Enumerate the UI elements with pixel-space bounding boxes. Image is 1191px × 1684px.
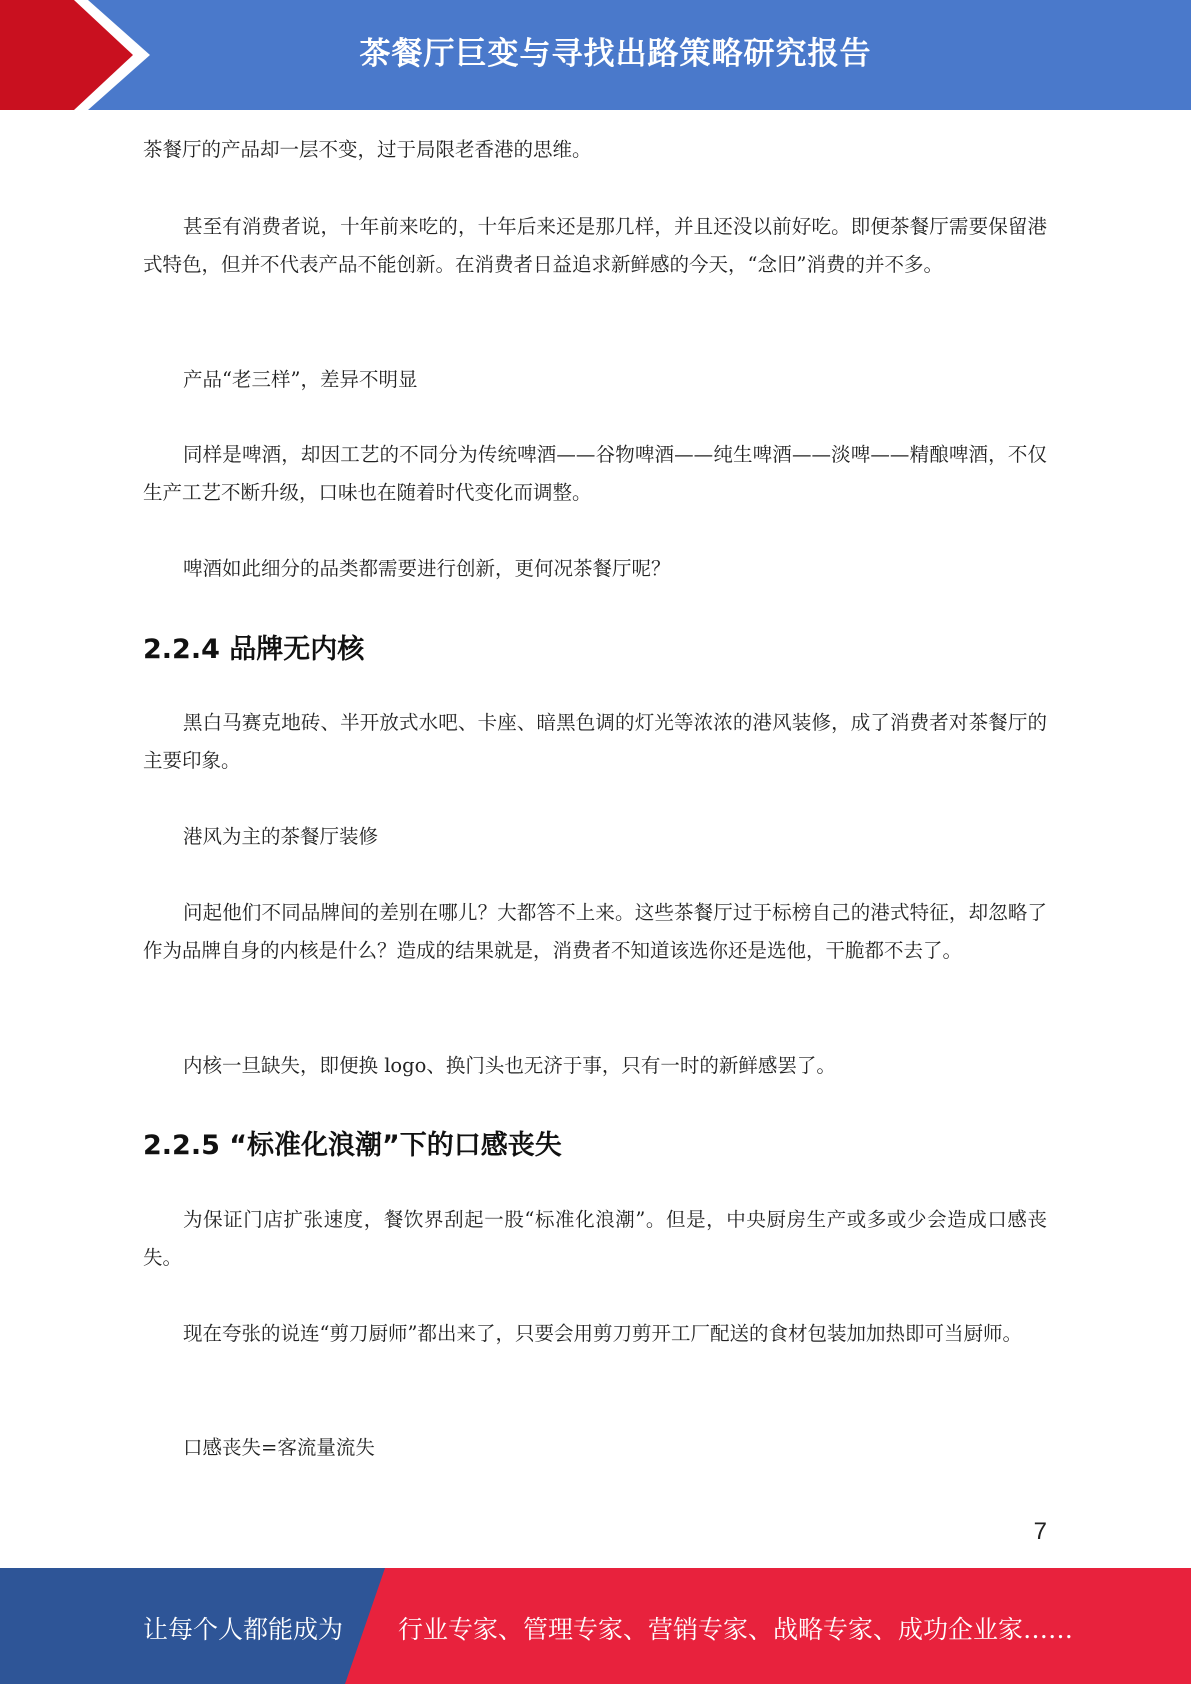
paragraph: 问起他们不同品牌间的差别在哪儿？大都答不上来。这些茶餐厅过于标榜自己的港式特征，却忽略了作为品牌自身的内核是什么？造成的结果就是，消费者不知道该选你还是选他，干脆都不去了。: [143, 901, 1047, 962]
page-number: 7: [1033, 1518, 1047, 1545]
paragraph: 产品“老三样”，差异不明显: [183, 368, 418, 391]
paragraph: 茶餐厅的产品却一层不变，过于局限老香港的思维。: [143, 138, 592, 161]
paragraph: 黑白马赛克地砖、半开放式水吧、卡座、暗黑色调的灯光等浓浓的港风装修，成了消费者对茶餐厅的主要印象。: [143, 711, 1047, 772]
report-title: 茶餐厅巨变与寻找出路策略研究报告: [359, 36, 872, 72]
section-heading-2-2-5: 2.2.5 “标准化浪潮”下的口感丧失: [143, 1130, 562, 1161]
paragraph: 口感丧失=客流量流失: [183, 1436, 375, 1459]
footer-slogan-left: 让每个人都能成为: [143, 1615, 344, 1644]
paragraph: 现在夸张的说连“剪刀厨师”都出来了，只要会用剪刀剪开工厂配送的食材包装加加热即可当厨师。: [183, 1322, 1022, 1345]
page-footer: [0, 1568, 1191, 1684]
section-heading-2-2-4: 2.2.4 品牌无内核: [143, 634, 365, 665]
paragraph: 港风为主的茶餐厅装修: [183, 825, 379, 848]
paragraph: 啤酒如此细分的品类都需要进行创新，更何况茶餐厅呢？: [183, 557, 671, 580]
paragraph: 内核一旦缺失，即便换 logo、换门头也无济于事，只有一时的新鲜感罢了。: [183, 1054, 836, 1077]
paragraph: 同样是啤酒，却因工艺的不同分为传统啤酒——谷物啤酒——纯生啤酒——淡啤——精酿啤酒，不仅生产工艺不断升级，口味也在随着时代变化而调整。: [143, 443, 1047, 504]
paragraph: 为保证门店扩张速度，餐饮界刮起一股“标准化浪潮”。但是，中央厨房生产或多或少会造成口感丧失。: [143, 1208, 1047, 1269]
footer-slogan-right: 行业专家、管理专家、营销专家、战略专家、成功企业家……: [398, 1615, 1074, 1644]
paragraph: 甚至有消费者说，十年前来吃的，十年后来还是那几样，并且还没以前好吃。即便茶餐厅需要保留港式特色，但并不代表产品不能创新。在消费者日益追求新鲜感的今天，“念旧”消费的并不多。: [143, 215, 1047, 276]
page-header: [0, 0, 1191, 110]
